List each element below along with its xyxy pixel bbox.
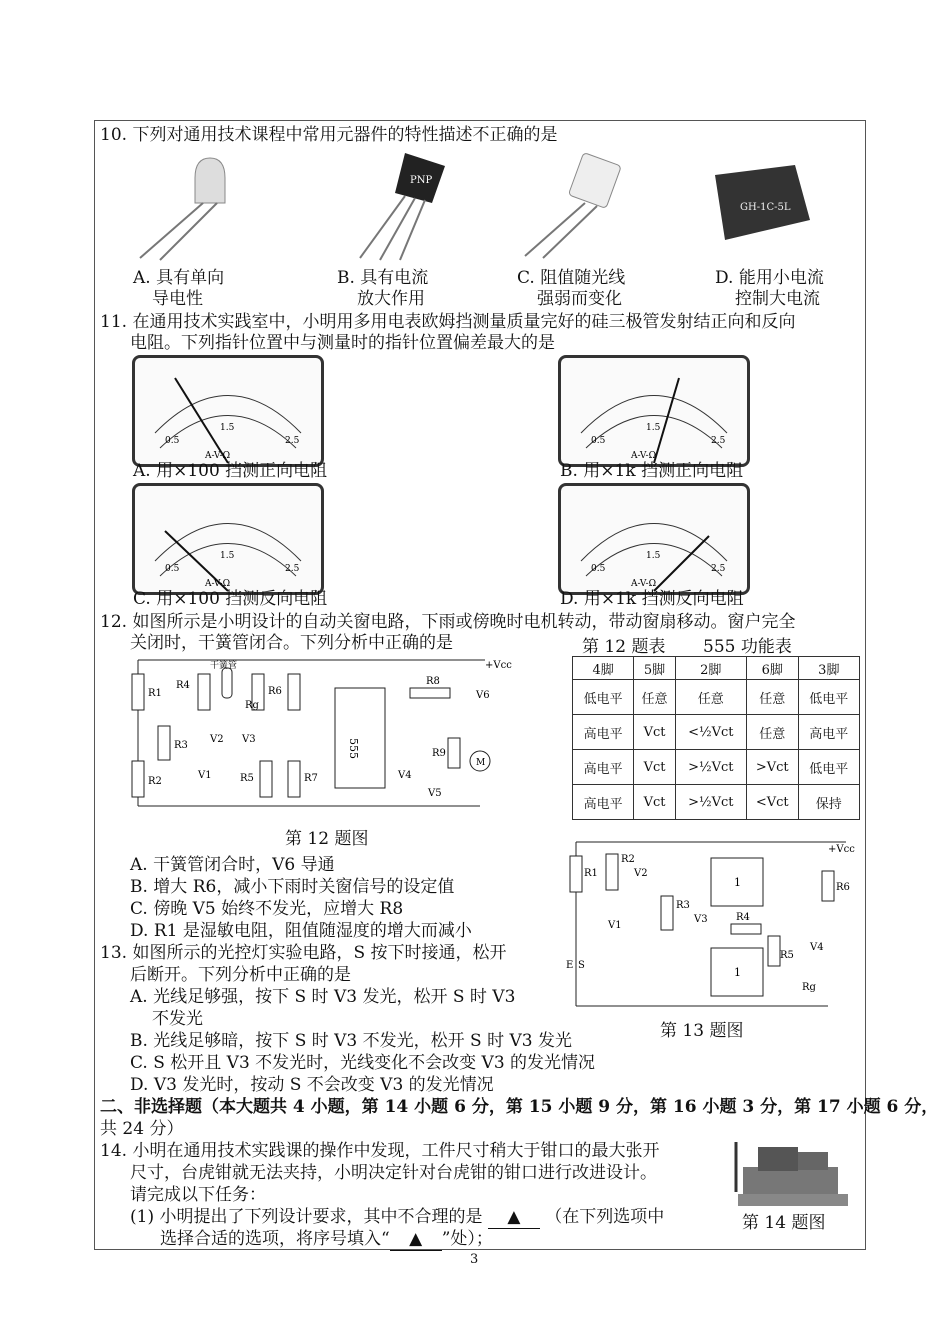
q11-option-d: D. 用×1k 挡测反向电阻 (560, 589, 744, 609)
relay-image (700, 150, 820, 255)
photoresistor-image (515, 148, 635, 263)
table-cell: 低电平 (573, 680, 634, 715)
q10-option-c-line1: C. 阻值随光线 (517, 268, 626, 288)
meter-tick: 1.5 (220, 551, 235, 561)
bench-vise-image (728, 1132, 858, 1212)
q14-line3: 请完成以下任务： (130, 1185, 266, 1205)
meter-tick: 1.5 (646, 423, 661, 433)
meter-tick: 2.5 (285, 436, 300, 446)
meter-label: A-V-Ω (205, 579, 231, 589)
chip-555: 555 (347, 738, 360, 759)
table-cell: 2脚 (675, 657, 746, 680)
table-cell: <Vct (746, 785, 798, 820)
q12-option-c: C. 傍晚 V5 始终不发光，应增大 R8 (130, 899, 404, 919)
meter-d (558, 483, 750, 595)
meter-tick: 0.5 (165, 564, 180, 574)
vcc-label: +Vcc (485, 660, 512, 671)
transistor-marking: PNP (410, 175, 433, 186)
meter-label: A-V-Ω (631, 451, 657, 461)
q14-sub1-line2: 选择合适的选项，将序号填入“ ▲ ”处）； (160, 1229, 493, 1249)
table-cell: >½Vct (675, 750, 746, 785)
meter-tick: 1.5 (646, 551, 661, 561)
q13-fig-caption: 第 13 题图 (660, 1021, 744, 1041)
svg-text:R4: R4 (176, 680, 190, 691)
svg-text:V1: V1 (198, 770, 212, 781)
svg-text:V2: V2 (210, 734, 224, 745)
q10-option-a-line1: A. 具有单向 (133, 268, 225, 288)
svg-text:R2: R2 (148, 776, 162, 787)
svg-text:R1: R1 (148, 688, 162, 699)
svg-text:+Vcc: +Vcc (828, 844, 855, 855)
q14-line2: 尺寸，台虎钳就无法夹持，小明决定针对台虎钳的钳口进行改进设计。 (130, 1163, 657, 1183)
meter-tick: 2.5 (711, 564, 726, 574)
q11-line2: 电阻。下列指针位置中与测量时的指针位置偏差最大的是 (130, 333, 555, 353)
q13-option-a-line1: A. 光线足够强，按下 S 时 V3 发光，松开 S 时 V3 (130, 987, 516, 1007)
meter-a (132, 355, 324, 467)
q13-option-d: D. V3 发光时，按动 S 不会改变 V3 的发光情况 (130, 1075, 494, 1095)
table-cell: <½Vct (675, 715, 746, 750)
svg-text:R8: R8 (426, 676, 440, 687)
reed-label: 干簧管 (210, 661, 238, 671)
meter-b (558, 355, 750, 467)
svg-text:V1: V1 (608, 920, 622, 931)
svg-text:S: S (578, 960, 585, 971)
table-cell: 4脚 (573, 657, 634, 680)
q12-circuit (130, 656, 520, 821)
svg-text:R5: R5 (780, 950, 794, 961)
q13-circuit (566, 836, 856, 1016)
meter-tick: 2.5 (285, 564, 300, 574)
q11-line1: 11. 在通用技术实践室中，小明用多用电表欧姆挡测量质量完好的硅三极管发射结正向和反向 (100, 312, 796, 332)
svg-text:R9: R9 (432, 748, 446, 759)
answer-blank[interactable]: ▲ (488, 1206, 540, 1229)
svg-text:M: M (476, 758, 486, 768)
q10-option-d-line1: D. 能用小电流 (715, 268, 824, 288)
table-cell: 高电平 (573, 715, 634, 750)
meter-tick: 0.5 (165, 436, 180, 446)
svg-text:R3: R3 (676, 900, 690, 911)
q13-option-a-line2: 不发光 (152, 1009, 203, 1029)
svg-text:V5: V5 (428, 788, 442, 799)
svg-text:1: 1 (734, 876, 741, 889)
q14-sub1-line1: (1) 小明提出了下列设计要求，其中不合理的是 ▲ （在下列选项中 (130, 1207, 665, 1227)
svg-text:R6: R6 (836, 882, 850, 893)
svg-text:V2: V2 (634, 868, 648, 879)
table-cell: 保持 (798, 785, 859, 820)
svg-text:R1: R1 (584, 868, 598, 879)
q12-option-a: A. 干簧管闭合时，V6 导通 (130, 855, 335, 875)
svg-text:E: E (566, 960, 574, 971)
table-cell: 低电平 (798, 680, 859, 715)
svg-text:V3: V3 (242, 734, 256, 745)
table-cell: 任意 (746, 715, 798, 750)
q14-line1: 14. 小明在通用技术实践课的操作中发现，工件尺寸稍大于钳口的最大张开 (100, 1141, 660, 1161)
page-number: 3 (470, 1252, 479, 1267)
table-cell: 任意 (634, 680, 675, 715)
svg-text:R3: R3 (174, 740, 188, 751)
meter-label: A-V-Ω (205, 451, 231, 461)
q10-option-d-line2: 控制大电流 (735, 289, 820, 309)
q10-option-c-line2: 强弱而变化 (537, 289, 622, 309)
table-cell: 6脚 (746, 657, 798, 680)
table-cell: 5脚 (634, 657, 675, 680)
relay-marking: GH-1C-5L (740, 202, 791, 213)
svg-text:R4: R4 (736, 912, 750, 923)
svg-text:V4: V4 (398, 770, 412, 781)
q13-line1: 13. 如图所示的光控灯实验电路，S 按下时接通，松开 (100, 943, 507, 963)
q11-option-a: A. 用×100 挡测正向电阻 (133, 461, 328, 481)
q12-fig-caption: 第 12 题图 (285, 829, 369, 849)
table-cell: Vct (634, 715, 675, 750)
q12-table-caption: 第 12 题表 (582, 637, 666, 657)
q12-table-title: 555 功能表 (703, 637, 792, 657)
svg-text:R5: R5 (240, 773, 254, 784)
meter-c (132, 483, 324, 595)
q12-option-d: D. R1 是湿敏电阻，阻值随湿度的增大而减小 (130, 921, 472, 941)
table-cell: Vct (634, 750, 675, 785)
q12-option-b: B. 增大 R6，减小下雨时关窗信号的设定值 (130, 877, 455, 897)
table-cell: 低电平 (798, 750, 859, 785)
q13-line2: 后断开。下列分析中正确的是 (130, 965, 351, 985)
svg-text:1: 1 (734, 966, 741, 979)
table-cell: Vct (634, 785, 675, 820)
q13-option-c: C. S 松开且 V3 不发光时，光线变化不会改变 V3 的发光情况 (130, 1053, 596, 1073)
meter-tick: 0.5 (591, 436, 606, 446)
svg-text:R2: R2 (621, 854, 635, 865)
table-cell: 3脚 (798, 657, 859, 680)
q11-option-c: C. 用×100 挡测反向电阻 (133, 589, 328, 609)
table-cell: 高电平 (573, 785, 634, 820)
meter-tick: 1.5 (220, 423, 235, 433)
section2-line2: 共 24 分） (100, 1119, 184, 1139)
q12-line1: 12. 如图所示是小明设计的自动关窗电路，下雨或傍晚时电机转动，带动窗扇移动。窗户完全 (100, 612, 796, 632)
meter-label: A-V-Ω (631, 579, 657, 589)
svg-text:R6: R6 (268, 686, 282, 697)
table-cell: 任意 (746, 680, 798, 715)
transistor-image (350, 148, 470, 263)
svg-text:Rg: Rg (802, 982, 816, 993)
q13-option-b: B. 光线足够暗，按下 S 时 V3 不发光，松开 S 时 V3 发光 (130, 1031, 573, 1051)
q14-fig-caption: 第 14 题图 (742, 1213, 826, 1233)
q12-function-table (572, 656, 860, 820)
table-cell: 高电平 (573, 750, 634, 785)
svg-text:Rg: Rg (245, 700, 259, 711)
table-cell: 任意 (675, 680, 746, 715)
svg-text:V6: V6 (476, 690, 490, 701)
q10-option-b-line2: 放大作用 (357, 289, 425, 309)
meter-tick: 0.5 (591, 564, 606, 574)
svg-text:V4: V4 (810, 942, 824, 953)
q11-option-b: B. 用×1k 挡测正向电阻 (560, 461, 744, 481)
table-cell: >½Vct (675, 785, 746, 820)
svg-text:V3: V3 (694, 914, 708, 925)
q10-option-a-line2: 导电性 (152, 289, 203, 309)
table-cell: 高电平 (798, 715, 859, 750)
q10-option-b-line1: B. 具有电流 (337, 268, 429, 288)
led-image (125, 148, 245, 263)
answer-blank-inline[interactable]: ▲ (390, 1228, 442, 1251)
q10-stem: 10. 下列对通用技术课程中常用元器件的特性描述不正确的是 (100, 125, 558, 145)
section2-line1: 二、非选择题（本大题共 4 小题，第 14 小题 6 分，第 15 小题 9 分，第 16 小题 3 分，第 17 小题 6 分， (100, 1097, 939, 1117)
q12-line2: 关闭时，干簧管闭合。下列分析中正确的是 (130, 633, 453, 653)
meter-tick: 2.5 (711, 436, 726, 446)
table-cell: >Vct (746, 750, 798, 785)
svg-text:R7: R7 (304, 773, 318, 784)
